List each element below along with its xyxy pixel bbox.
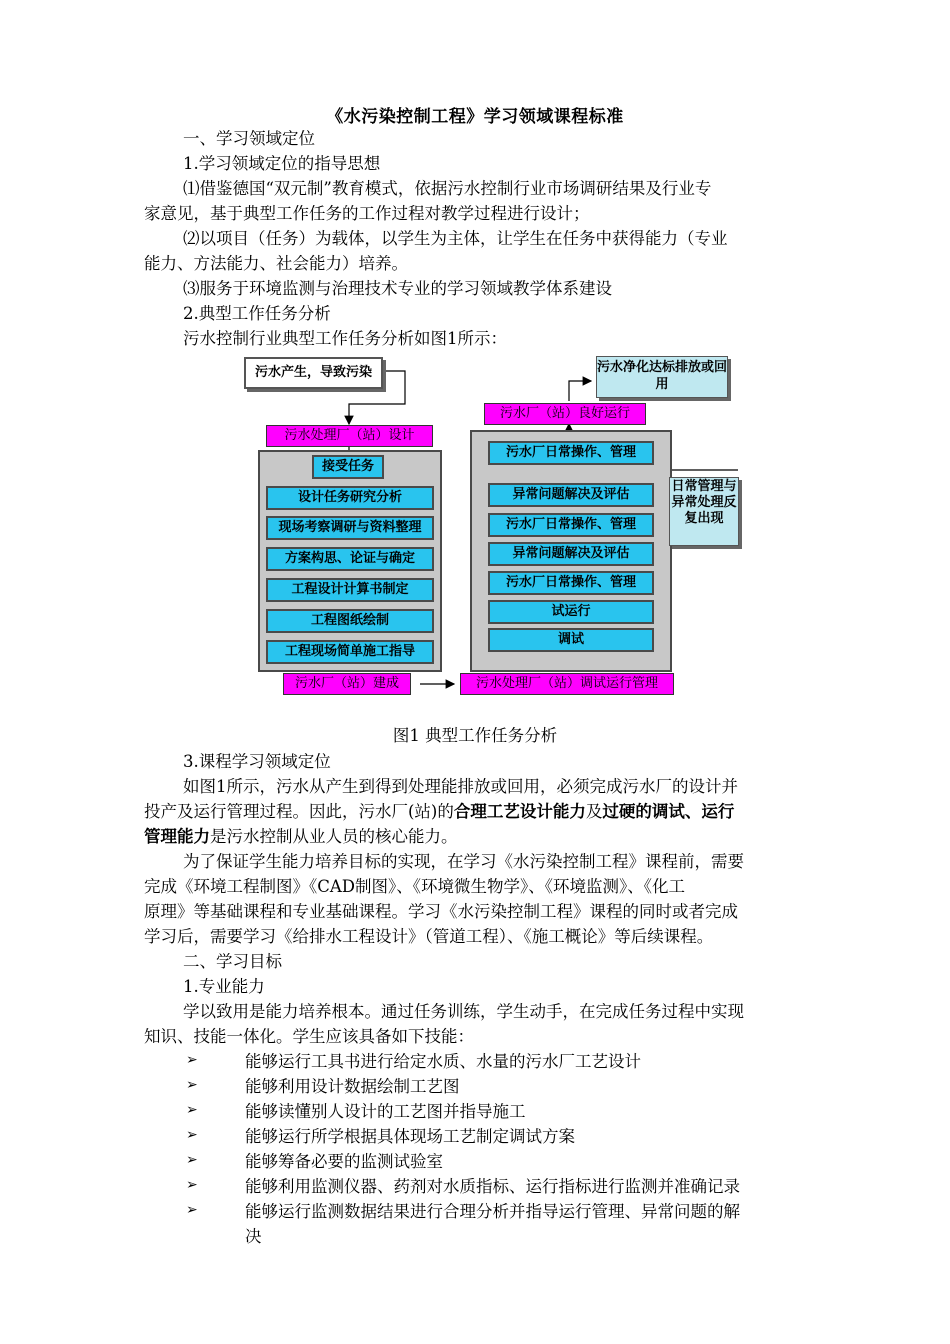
result-box: 污水净化达标排放或回用 — [596, 356, 728, 398]
step-daily-op-2: 污水厂日常操作、管理 — [488, 513, 654, 537]
section-heading: 一、学习领域定位 — [183, 129, 315, 148]
page-title: 《水污染控制工程》学习领域课程标准 — [326, 107, 624, 127]
section-heading: 二、学习目标 — [183, 952, 282, 971]
list-item: 能够利用设计数据绘制工艺图 — [245, 1077, 460, 1096]
bullet-arrow-icon: ➢ — [186, 1077, 198, 1093]
paragraph-line: 污水控制行业典型工作任务分析如图1所示： — [183, 329, 507, 348]
paragraph-line — [144, 824, 458, 849]
paragraph-line: 家意见，基于典型工作任务的工作过程对教学过程进行设计； — [144, 204, 590, 223]
paragraph-line: 知识、技能一体化。学生应该具备如下技能： — [144, 1027, 474, 1046]
figure-caption: 图1 典型工作任务分析 — [392, 726, 558, 745]
design-box: 污水处理厂（站）设计 — [266, 425, 433, 447]
step-calculation: 工程设计计算书制定 — [266, 578, 434, 602]
emphasis-text: 过硬的调试、运行 — [602, 802, 735, 821]
paragraph-line: 能力、方法能力、社会能力）培养。 — [144, 254, 408, 273]
step-daily-op-1: 污水厂日常操作、管理 — [488, 571, 654, 595]
built-box: 污水厂（站）建成 — [283, 673, 411, 695]
emphasis-text: 合理工艺设计能力 — [453, 802, 586, 821]
emphasis-text: 管理能力 — [144, 827, 210, 846]
list-item: 能够运行所学根据具体现场工艺制定调试方案 — [245, 1127, 575, 1146]
list-item: 能够运行工具书进行给定水质、水量的污水厂工艺设计 — [245, 1052, 641, 1071]
paragraph-line: ⑵以项目（任务）为载体，以学生为主体，让学生在任务中获得能力（专业 — [183, 229, 728, 248]
subsection-heading: 1.专业能力 — [183, 977, 265, 996]
step-analysis: 设计任务研究分析 — [266, 486, 434, 510]
bullet-arrow-icon: ➢ — [186, 1102, 198, 1118]
bullet-arrow-icon: ➢ — [186, 1052, 198, 1068]
step-scheme: 方案构思、论证与确定 — [266, 547, 434, 571]
subsection-heading: 3.课程学习领域定位 — [183, 752, 331, 771]
step-survey: 现场考察调研与资料整理 — [266, 516, 434, 540]
note-box: 日常管理与异常处理反复出现 — [669, 477, 739, 546]
paragraph-line — [144, 799, 734, 824]
commission-box: 污水处理厂（站）调试运行管理 — [460, 673, 674, 695]
list-item-continuation: 决 — [245, 1227, 262, 1246]
step-accept-task: 接受任务 — [312, 455, 384, 479]
step-trial-run: 试运行 — [488, 600, 654, 624]
text-run: 及 — [585, 802, 603, 821]
step-construction: 工程现场简单施工指导 — [266, 640, 434, 664]
good-run-box: 污水厂（站）良好运行 — [484, 403, 646, 425]
bullet-arrow-icon: ➢ — [186, 1202, 198, 1218]
step-daily-op-3: 污水厂日常操作、管理 — [488, 441, 654, 465]
paragraph-line: 学习后，需要学习《给排水工程设计》（管道工程）、《施工概论》等后续课程。 — [144, 927, 714, 946]
step-commissioning: 调试 — [488, 628, 654, 652]
subsection-heading: 2.典型工作任务分析 — [183, 304, 331, 323]
start-box: 污水产生，导致污染 — [244, 357, 383, 389]
subsection-heading: 1.学习领域定位的指导思想 — [183, 154, 381, 173]
paragraph-line: ⑶服务于环境监测与治理技术专业的学习领域教学体系建设 — [183, 279, 612, 298]
text-run: 投产及运行管理过程。因此，污水厂(站)的 — [144, 802, 454, 821]
list-item: 能够利用监测仪器、药剂对水质指标、运行指标进行监测并准确记录 — [245, 1177, 740, 1196]
bullet-arrow-icon: ➢ — [186, 1152, 198, 1168]
bullet-arrow-icon: ➢ — [186, 1127, 198, 1143]
step-drawing: 工程图纸绘制 — [266, 609, 434, 633]
paragraph-line: 如图1所示，污水从产生到得到处理能排放或回用，必须完成污水厂的设计并 — [183, 777, 738, 796]
step-issue-2: 异常问题解决及评估 — [488, 483, 654, 507]
step-issue-1: 异常问题解决及评估 — [488, 542, 654, 566]
bullet-arrow-icon: ➢ — [186, 1177, 198, 1193]
text-run: 是污水控制从业人员的核心能力。 — [210, 827, 458, 846]
list-item: 能够读懂别人设计的工艺图并指导施工 — [245, 1102, 526, 1121]
paragraph-line: 为了保证学生能力培养目标的实现，在学习《水污染控制工程》课程前，需要 — [183, 852, 744, 871]
list-item: 能够运行监测数据结果进行合理分析并指导运行管理、异常问题的解 — [245, 1202, 740, 1221]
paragraph-line: 学以致用是能力培养根本。通过任务训练，学生动手，在完成任务过程中实现 — [183, 1002, 744, 1021]
list-item: 能够筹备必要的监测试验室 — [245, 1152, 443, 1171]
paragraph-line: 原理》等基础课程和专业基础课程。学习《水污染控制工程》课程的同时或者完成 — [144, 902, 738, 921]
paragraph-line: 完成《环境工程制图》《CAD制图》、《环境微生物学》、《环境监测》、《化工 — [144, 877, 686, 896]
paragraph-line: ⑴借鉴德国“双元制”教育模式，依据污水控制行业市场调研结果及行业专 — [183, 179, 712, 198]
